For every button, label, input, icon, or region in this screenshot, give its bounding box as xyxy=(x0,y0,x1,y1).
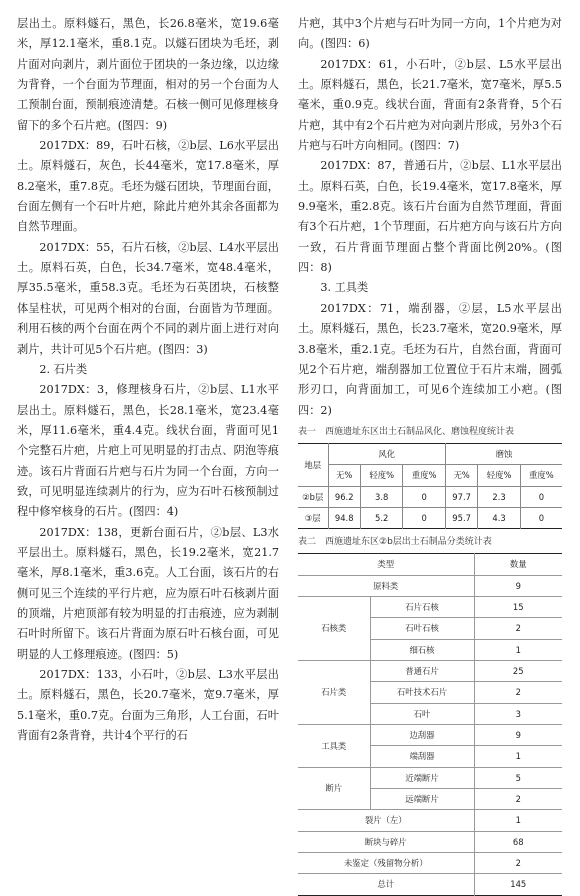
table-group: 工具类 xyxy=(298,725,370,768)
paragraph: 2017DX：89，石叶石核，②b层、L6水平层出土。原料燧石，灰色，长44毫米，宽17.8毫米，厚8.2毫米，重7.8克。毛坯为燧石团块，节理面台面，台面左侧有一个石叶片疤，除此片疤外其余各面都为自然节理面。 xyxy=(17,139,279,234)
paragraph: 2017DX：3，修理核身石片，②b层、L1水平层出土。原料燧石，黑色，长28.1毫米，宽23.4毫米，厚11.6毫米，重4.4克。线状台面，背面可见1个完整石片疤，片疤上可见明显的打击点、阴泡等痕迹。该石片背面石片疤与石片为同一个台面，方向一致，可见明显连续剥片的行为，应为石叶石核预制过程中修窄核身的石片。(图四：4) xyxy=(17,383,279,519)
table-cell: 远端断片 xyxy=(370,789,474,810)
table-cell: 石叶技术石片 xyxy=(370,682,474,703)
table-cell: 15 xyxy=(474,596,562,617)
table-cell: 裂片（左） xyxy=(298,810,474,831)
table-cell: 25 xyxy=(474,660,562,681)
table-cell: 2 xyxy=(474,853,562,874)
paragraph: 2017DX：55，石片石核，②b层、L4水平层出土。原料石英，白色，长34.7毫米，宽48.4毫米，厚35.5毫米，重58.3克。毛坯为石英团块，石核整体呈柱状，可见两个相对的台面，台面皆为节理面。利用石核的两个台面在两个不同的剥片面上进行对向剥片，共计可见5个石片疤。(图四：3) xyxy=(17,240,279,356)
table-cell: 断块与碎片 xyxy=(298,831,474,852)
table-subheader: 重度% xyxy=(520,465,562,486)
table-row xyxy=(298,853,562,874)
table-row xyxy=(298,596,562,617)
table-cell: 9 xyxy=(474,725,562,746)
table-cell: 石叶 xyxy=(370,703,474,724)
paragraph: 2017DX：133，小石叶，②b层、L3水平层出土。原料燧石，黑色，长20.7毫米，宽9.7毫米，厚5.1毫米，重0.7克。台面为三角形，人工台面，石叶背面有2条背脊，共计4个平行的石 xyxy=(17,668,279,743)
table-subheader: 无% xyxy=(328,465,360,486)
table-subheader: 无% xyxy=(445,465,477,486)
table-group: 石核类 xyxy=(298,596,370,660)
paragraph: 片疤，其中3个片疤与石叶为同一方向，1个片疤为对向。(图四：6) xyxy=(298,17,562,51)
classification-table xyxy=(298,553,562,896)
table-cell: 0 xyxy=(520,486,562,507)
table-cell: 97.7 xyxy=(445,486,477,507)
table-cell: 0 xyxy=(403,486,445,507)
table-cell: 3 xyxy=(474,703,562,724)
table-header: 磨蚀 xyxy=(445,443,562,464)
table-cell: 边刮器 xyxy=(370,725,474,746)
table-cell: 9 xyxy=(474,575,562,596)
table-cell: 4.3 xyxy=(478,507,520,528)
table-cell: 94.8 xyxy=(328,507,360,528)
table-cell: 普通石片 xyxy=(370,660,474,681)
table-header: 风化 xyxy=(328,443,445,464)
table-cell: 2.3 xyxy=(478,486,520,507)
table-cell: 端刮器 xyxy=(370,746,474,767)
paragraph: 层出土。原料燧石，黑色，长26.8毫米，宽19.6毫米，厚12.1毫米，重8.1克。以燧石团块为毛坯，剥片面对向剥片，剥片面位于团块的一条边缘，以边缘为背脊，一个台面为节理面，相对的另一个台面为人工预制台面，预制痕迹清楚。石核一侧可见修理核身留下的多个石片疤。(图四：9) xyxy=(17,17,279,132)
table-cell: 总计 xyxy=(298,874,474,895)
table-cell: 细石核 xyxy=(370,639,474,660)
table-header: 数量 xyxy=(474,554,562,575)
table-cell: 95.7 xyxy=(445,507,477,528)
table-caption: 表二 西施遗址东区②b层出土石制品分类统计表 xyxy=(298,537,492,548)
left-column xyxy=(17,14,279,746)
table-subheader: 重度% xyxy=(403,465,445,486)
table-header: 类型 xyxy=(298,554,474,575)
table-cell: 68 xyxy=(474,831,562,852)
table-row xyxy=(298,767,562,788)
table-cell: 5 xyxy=(474,767,562,788)
table-cell: ②b层 xyxy=(298,486,328,507)
table-cell: 0 xyxy=(403,507,445,528)
section-heading: 3. 工具类 xyxy=(320,281,369,295)
table-row xyxy=(298,725,562,746)
right-column xyxy=(298,14,562,896)
table-cell: 3.8 xyxy=(360,486,402,507)
table-cell: 0 xyxy=(520,507,562,528)
table-cell: ③层 xyxy=(298,507,328,528)
weathering-table xyxy=(298,443,562,529)
table-cell: 原料类 xyxy=(298,575,474,596)
table-cell: 近端断片 xyxy=(370,767,474,788)
section-heading: 2. 石片类 xyxy=(39,362,88,376)
table-caption: 表一 西施遗址东区出土石制品风化、磨蚀程度统计表 xyxy=(298,426,515,437)
paragraph: 2017DX：61，小石叶，②b层、L5水平层出土。原料燧石，黑色，长21.7毫米，宽7毫米，厚5.5毫米，重0.9克。线状台面，背面有2条背脊，5个石片疤，其中有2个石片疤为对向剥片形成，另外3个石片疤与石叶方向相同。(图四：7) xyxy=(298,57,562,153)
table-cell: 1 xyxy=(474,746,562,767)
table-row xyxy=(298,507,562,528)
table-row xyxy=(298,810,562,831)
table-row xyxy=(298,575,562,596)
table-group: 断片 xyxy=(298,767,370,810)
paragraph: 2017DX：138，更新台面石片，②b层、L3水平层出土。原料燧石，黑色，长19.2毫米，宽21.7毫米，厚8.1毫米，重3.6克。人工台面，该石片的右侧可见三个连续的平行片疤，应为原石叶石核剥片面的顶端，片疤顶部有较为明显的打击痕迹，应为剥制石叶时所留下。该石片背面为原石叶石核台面，可见明显的人工修理痕迹。(图四：5) xyxy=(17,525,279,661)
table-group: 石片类 xyxy=(298,660,370,724)
table-header: 地层 xyxy=(298,443,328,486)
table-cell: 1 xyxy=(474,639,562,660)
paragraph: 2017DX：87，普通石片，②b层、L1水平层出土。原料石英，白色，长19.4毫米，宽17.8毫米，厚9.9毫米，重2.8克。该石片台面为自然节理面，背面有3个石片疤，1个节理面，石片疤方向与该石片方向一致，石片背面节理面占整个背面比例20%。(图四：8) xyxy=(298,159,562,275)
table-subheader: 轻度% xyxy=(360,465,402,486)
table-row xyxy=(298,831,562,852)
table-row-total xyxy=(298,874,562,895)
table-row xyxy=(298,660,562,681)
table-row xyxy=(298,486,562,507)
paragraph: 2017DX：71，端刮器，②层，L5水平层出土。原料燧石，黑色，长23.7毫米，宽20.9毫米，厚3.8毫米，重2.1克。毛坯为石片，自然台面，背面可见2个石片疤，端刮器加工位置位于石片末端，圆弧形刃口，向背面加工，可见6个连续加工小疤。(图四：2) xyxy=(298,301,562,417)
table-cell: 未鉴定（残留物分析） xyxy=(298,853,474,874)
table-subheader: 轻度% xyxy=(478,465,520,486)
table-cell: 2 xyxy=(474,682,562,703)
table-cell: 石片石核 xyxy=(370,596,474,617)
table-cell: 1 xyxy=(474,810,562,831)
table-cell: 2 xyxy=(474,618,562,639)
table-cell: 2 xyxy=(474,789,562,810)
table-cell: 5.2 xyxy=(360,507,402,528)
table-cell: 石叶石核 xyxy=(370,618,474,639)
table-cell: 96.2 xyxy=(328,486,360,507)
table-cell: 145 xyxy=(474,874,562,895)
